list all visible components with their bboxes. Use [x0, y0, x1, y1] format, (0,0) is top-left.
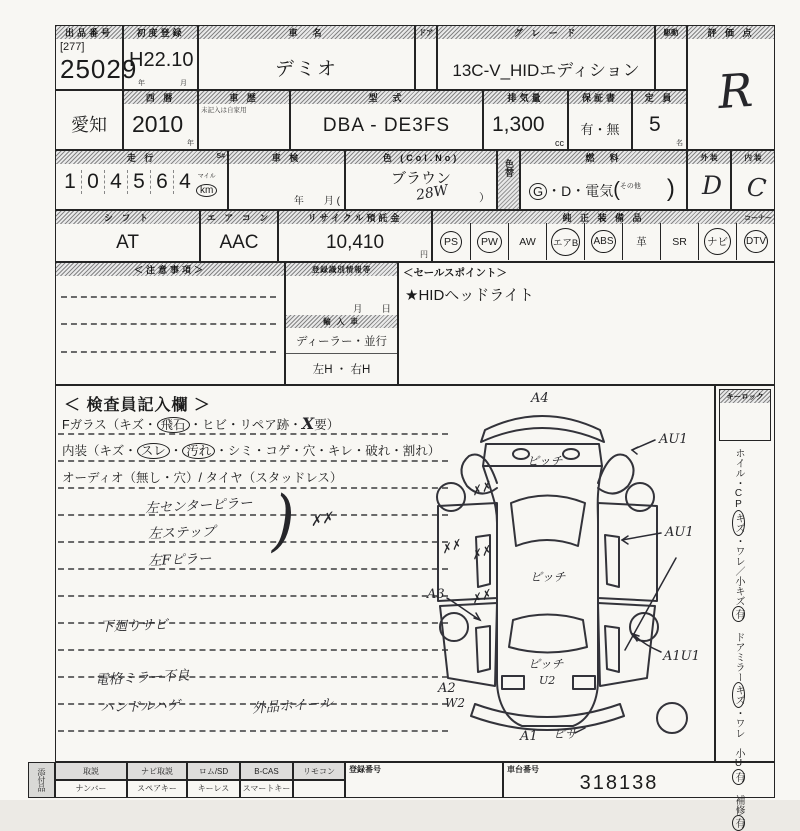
interior-text: ・	[169, 444, 183, 458]
mileage-cell	[55, 150, 228, 210]
bottom-cell-number-plate: ナンバー	[55, 779, 127, 798]
bottom-cell-rom-sd: ロム/SD	[187, 762, 240, 781]
first-registration-cell	[123, 25, 201, 90]
history-note: 未記入は自家用	[201, 107, 247, 114]
handwritten-note: 外品ホイール	[251, 695, 334, 717]
bottom-cell-keyless: キーレス	[187, 779, 240, 798]
auction-number: 25029	[60, 54, 138, 84]
year-unit: 年	[187, 140, 194, 147]
glass-text: Fガラス（キズ・	[62, 418, 157, 432]
interior-line	[62, 441, 440, 459]
capacity-value: 5	[649, 113, 661, 136]
mileage-label: 走 行	[56, 151, 227, 164]
divider	[286, 353, 397, 354]
equipment-sr: SR	[672, 235, 687, 248]
handwritten-note: 左センターピラー	[144, 495, 253, 517]
equipment-dtv: DTV	[744, 230, 768, 253]
side-circled: 有	[732, 606, 745, 622]
km-unit	[196, 171, 217, 198]
exterior-grade-cell	[687, 150, 731, 210]
warranty-cell	[568, 90, 632, 150]
shaken-cell	[228, 150, 345, 210]
side-circled: 有	[732, 815, 745, 831]
car-name-cell	[198, 25, 415, 90]
region: 愛知	[71, 115, 107, 135]
handwritten-note: 左Fピラー	[147, 550, 212, 570]
warranty-label: 保証書	[569, 91, 631, 104]
handwritten-note: 下廻りサビ	[99, 616, 168, 636]
model-code-cell	[290, 90, 483, 150]
glass-hand-x: X	[301, 414, 315, 433]
aircon-value: AAC	[219, 232, 259, 253]
diagram-annotation-u2: U2	[539, 674, 556, 687]
mileage-s-label: S#	[216, 153, 225, 160]
interior-circled-yogore: 汚れ	[182, 443, 215, 459]
score-value: R	[716, 62, 755, 120]
equipment-airbag: エアB	[551, 228, 580, 256]
caution-box	[55, 262, 285, 385]
side-circled: キズ	[732, 510, 745, 536]
model-code: DBA - DE3FS	[322, 115, 451, 136]
recycle-fee-label: リサイクル預託金	[279, 211, 431, 224]
displacement-cell	[483, 90, 568, 150]
inspector-title: ＜ 検査員記入欄 ＞	[64, 397, 211, 414]
color-change-label: 色替	[504, 159, 514, 177]
first-registration: H22.10	[129, 49, 194, 71]
equipment-label: 純 正 装 備 品	[433, 211, 774, 224]
diagram-annotation-a1: A1	[520, 729, 538, 744]
bottom-cell-smart-key: スマートキー	[240, 779, 293, 798]
capacity-cell	[632, 90, 687, 150]
equipment-item	[660, 223, 698, 260]
door-cell	[415, 25, 437, 90]
side-column	[715, 385, 775, 762]
diagram-annotation-pitch-hood: ピッチ	[527, 454, 563, 468]
handwritten-note: ハンドルハゲ	[99, 697, 181, 717]
color-value: ブラウン	[390, 170, 451, 187]
aircon-cell	[200, 210, 278, 262]
handle-position: 左H ・ 右H	[312, 364, 371, 376]
side-text: ホイル・CP	[733, 448, 744, 510]
color-cell	[345, 150, 497, 210]
diagram-annotation-pitch-rear: ピッチ	[528, 657, 564, 671]
km-circle-icon: km	[196, 184, 217, 197]
equipment-ps: PS	[440, 231, 462, 253]
diagram-annotation-p-rear: ピサ	[553, 727, 578, 741]
dashed-line	[58, 514, 448, 516]
year-cell	[123, 90, 198, 150]
equipment-item	[584, 223, 622, 260]
fuel-paren-close: )	[666, 175, 675, 202]
dashed-line	[58, 460, 448, 462]
auction-number-label: 出品番号	[56, 26, 122, 39]
car-name: デミオ	[274, 59, 338, 80]
interior-grade: C	[745, 172, 768, 203]
glass-text: ・ヒビ・リペア跡・	[189, 418, 302, 432]
dashed-line	[58, 487, 448, 489]
equipment-item	[698, 223, 736, 260]
bottom-cell-remote: リモコン	[293, 762, 345, 781]
displacement: 1,300	[492, 113, 545, 136]
car-name-label: 車 名	[199, 26, 414, 39]
shift-cell	[55, 210, 200, 262]
dashed-line	[58, 541, 448, 543]
handwritten-note: 電格ミラー不良	[94, 667, 190, 689]
mileage-digit: 5	[128, 170, 151, 194]
glass-circled-stone: 飛石	[157, 417, 190, 433]
sales-point-box	[398, 262, 775, 385]
diagram-annotation-au1-door: AU1	[665, 525, 694, 540]
color-change-cell	[497, 150, 520, 210]
handwritten-brace: )	[272, 480, 295, 560]
drive-cell	[655, 25, 687, 90]
displacement-label: 排気量	[484, 91, 567, 104]
handwritten-xx: ✗✗	[308, 509, 335, 531]
fuel-gasoline: G	[529, 183, 547, 200]
attachment-label: 添付品	[28, 762, 55, 798]
history-label: 車 歴	[199, 91, 289, 104]
bottom-cell-manual: 取説	[55, 762, 127, 781]
side-text: ・ワレ／小キズ	[733, 536, 744, 606]
history-cell	[198, 90, 290, 150]
fuel-paren-open: (	[613, 179, 620, 201]
import-label: 輸 入 車	[286, 315, 397, 328]
side-text: ドアミラー	[733, 622, 744, 682]
fuel-value	[529, 175, 675, 203]
equipment-leather: 革	[636, 236, 647, 248]
year-value: 2010	[132, 111, 184, 137]
bottom-cell-bcas: B-CAS	[240, 762, 293, 781]
registration-info-label: 登録識別情報等	[286, 263, 397, 276]
interior-text: ・シミ・コゲ・穴・キレ・破れ・割れ）	[215, 444, 441, 458]
import-type: ディーラー・並行	[295, 336, 388, 348]
interior-grade-cell	[731, 150, 775, 210]
first-registration-units: 年 月	[138, 80, 201, 87]
first-registration-label: 初度登録	[124, 26, 197, 39]
side-text: ・ワレ 小U	[733, 708, 744, 769]
equipment-item	[508, 223, 546, 260]
warranty-value: 有・無	[580, 122, 620, 137]
score-cell	[687, 25, 775, 150]
capacity-label: 定 員	[633, 91, 686, 104]
chassis-number: 318138	[579, 772, 659, 794]
chassis-number-label: 車台番号	[507, 765, 539, 774]
equipment-item	[546, 223, 584, 260]
dashed-line	[58, 649, 448, 651]
audio-line: オーディオ（無し・穴）/ タイヤ（スタッドレス）	[62, 471, 343, 485]
registration-info-box	[285, 262, 398, 385]
mileage-digits	[59, 170, 196, 194]
year-label: 西 暦	[124, 91, 197, 104]
color-code-hand: 28W	[414, 182, 450, 204]
mileage-digit: 4	[105, 170, 128, 194]
equipment-pw: PW	[477, 231, 502, 253]
equipment-corner-label: コーナー	[744, 215, 772, 222]
grade: 13C-V_HIDエディション	[452, 61, 640, 80]
recycle-fee-unit: 円	[420, 250, 428, 259]
shift-label: シ フ ト	[56, 211, 199, 224]
shift-value: AT	[116, 232, 139, 253]
auction-bracket: [277]	[60, 41, 85, 53]
diagram-annotation-a3: A3	[427, 587, 445, 602]
diagram-xx-mark: ✗✗	[469, 586, 493, 607]
model-code-label: 型 式	[291, 91, 482, 104]
caution-label: ＜注意事項＞	[56, 263, 284, 276]
diagram-annotation-a2: A2	[438, 681, 456, 696]
interior-circled-sure: スレ	[137, 443, 170, 459]
keylock-label: キーロック	[720, 390, 770, 403]
equipment-item	[432, 223, 470, 260]
diagram-annotation-w2: W2	[445, 696, 465, 710]
side-vertical-note	[733, 448, 744, 828]
fuel-label: 燃 料	[521, 151, 686, 164]
glass-text: 要）	[314, 418, 340, 432]
car-diagram	[425, 388, 715, 762]
sales-point-text: ★HIDヘッドライト	[405, 287, 534, 304]
registration-number-cell	[345, 762, 503, 798]
diagram-annotation-pitch-roof: ピッチ	[530, 570, 566, 584]
recycle-fee: 10,410	[325, 232, 385, 253]
side-text: 補修	[733, 785, 744, 815]
bottom-cell-spare-key: スペアキー	[127, 779, 187, 798]
bottom-cell-blank	[293, 779, 345, 798]
registration-month-day: 月 日	[352, 304, 391, 315]
aircon-label: エ ア コ ン	[201, 211, 277, 224]
equipment-item	[736, 223, 775, 260]
grade-label: グ レ ー ド	[438, 26, 654, 39]
handwritten-note: 左ステップ	[147, 523, 216, 543]
grade-cell	[437, 25, 655, 90]
side-circled: キズ	[732, 682, 745, 708]
drive-label: 駆動	[656, 26, 686, 39]
exterior-label: 外 装	[688, 151, 730, 164]
equipment-item	[622, 223, 660, 260]
dashed-line	[58, 568, 448, 570]
equipment-abs: ABS	[591, 230, 615, 253]
registration-number-label: 登録番号	[349, 765, 381, 774]
diagram-xx-mark: ✗✗	[439, 536, 463, 557]
color-paren: ）	[479, 192, 490, 204]
equipment-aw: AW	[519, 235, 536, 248]
interior-text: 内装（キズ・	[62, 444, 137, 458]
color-label: 色 (Col.No)	[346, 151, 496, 164]
dashed-line	[58, 730, 448, 732]
door-label: ドア	[416, 26, 436, 39]
mileage-digit: 1	[59, 170, 82, 194]
glass-line	[62, 414, 339, 433]
displacement-unit: cc	[555, 138, 564, 148]
fuel-other: その他	[619, 183, 641, 190]
mileage-digit: 4	[179, 170, 191, 193]
equipment-navi: ナビ	[704, 228, 731, 255]
keylock-box	[719, 389, 771, 441]
mileage-digit: 6	[151, 170, 174, 194]
chassis-number-cell	[503, 762, 775, 798]
diagram-annotation-a4: A4	[531, 391, 549, 406]
shaken-label: 車 検	[229, 151, 344, 164]
sales-point-label: ＜セールスポイント＞	[403, 267, 508, 279]
interior-label: 内 装	[732, 151, 774, 164]
capacity-unit: 名	[676, 140, 683, 147]
score-label: 評 価 点	[688, 26, 774, 39]
diagram-xx-mark: ✗✗	[469, 478, 493, 499]
equipment-item	[470, 223, 508, 260]
fuel-rest: ・D・電気	[547, 183, 614, 199]
auction-number-cell	[55, 25, 138, 90]
exterior-grade: D	[702, 171, 723, 200]
shaken-footer: 年 月 (	[293, 196, 340, 207]
dashed-line	[58, 433, 448, 435]
dashed-line	[58, 595, 448, 597]
diagram-annotation-a1u1: A1U1	[663, 649, 700, 664]
fuel-cell	[520, 150, 687, 210]
side-circled: 有	[732, 769, 745, 785]
mile-label: マイル	[197, 174, 216, 180]
region-cell	[55, 90, 123, 150]
bottom-cell-navi-manual: ナビ取説	[127, 762, 187, 781]
recycle-fee-cell	[278, 210, 432, 262]
diagram-xx-mark: ✗✗	[469, 542, 493, 563]
mileage-digit: 0	[82, 170, 105, 194]
diagram-annotation-au1-mirror: AU1	[659, 432, 688, 447]
